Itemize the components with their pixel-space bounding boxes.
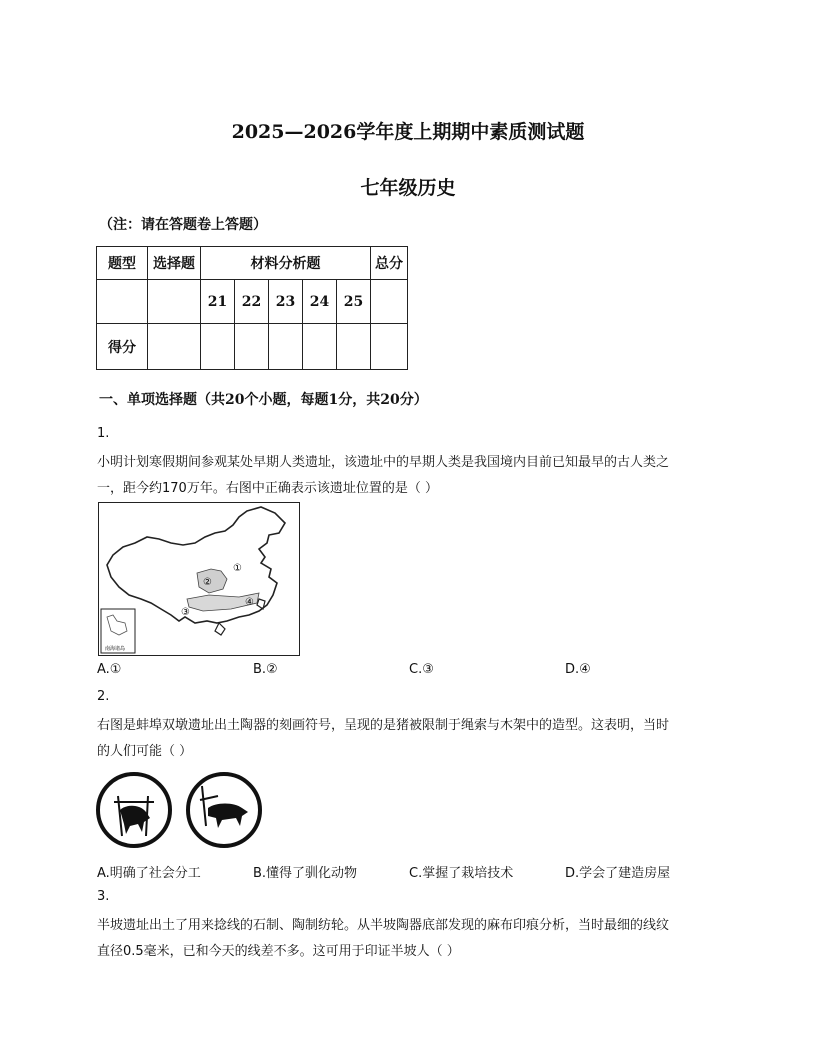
header-type: 题型 bbox=[97, 247, 148, 280]
question-number: 2. bbox=[97, 689, 110, 704]
score-cell bbox=[337, 324, 371, 370]
header-choice: 选择题 bbox=[148, 247, 201, 280]
option-b[interactable]: B.懂得了驯化动物 bbox=[253, 866, 358, 881]
option-a[interactable]: A.① bbox=[97, 662, 122, 677]
question-num-25: 25 bbox=[337, 280, 371, 324]
score-cell bbox=[371, 324, 408, 370]
row-label-score: 得分 bbox=[97, 324, 148, 370]
pottery-symbol-image bbox=[96, 766, 276, 856]
option-b[interactable]: B.② bbox=[253, 662, 278, 677]
question-number: 1. bbox=[97, 426, 110, 441]
question-text: 的人们可能（ ） bbox=[97, 744, 193, 759]
cell-empty bbox=[97, 280, 148, 324]
question-num-22: 22 bbox=[235, 280, 269, 324]
exam-note: （注：请在答题卷上答题） bbox=[99, 217, 267, 233]
question-text: 直径0.5毫米，已和今天的线差不多。这可用于印证半坡人（ ） bbox=[97, 944, 460, 959]
map-marker-1: ① bbox=[233, 563, 242, 574]
score-cell bbox=[148, 324, 201, 370]
map-marker-3: ③ bbox=[181, 607, 190, 618]
section-heading: 一、单项选择题（共20个小题，每题1分，共20分） bbox=[99, 392, 428, 408]
score-cell bbox=[303, 324, 337, 370]
option-c[interactable]: C.掌握了栽培技术 bbox=[409, 866, 514, 881]
exam-title: 2025—2026学年度上期期中素质测试题 bbox=[231, 121, 585, 143]
score-cell bbox=[201, 324, 235, 370]
question-text: 一，距今约170万年。右图中正确表示该遗址位置的是（ ） bbox=[97, 481, 438, 496]
option-d[interactable]: D.④ bbox=[565, 662, 591, 677]
option-c[interactable]: C.③ bbox=[409, 662, 434, 677]
map-marker-4: ④ bbox=[245, 597, 254, 608]
header-material: 材料分析题 bbox=[201, 247, 371, 280]
map-marker-2: ② bbox=[203, 577, 212, 588]
question-text: 右图是蚌埠双墩遗址出土陶器的刻画符号，呈现的是猪被限制于绳索与木架中的造型。这表明，当时 bbox=[97, 718, 670, 733]
question-text: 半坡遗址出土了用来捻线的石制、陶制纺轮。从半坡陶器底部发现的麻布印痕分析，当时最细的线纹 bbox=[97, 918, 670, 933]
header-total: 总分 bbox=[371, 247, 408, 280]
score-cell bbox=[269, 324, 303, 370]
cell-empty bbox=[148, 280, 201, 324]
map-inset-label: 南海诸岛 bbox=[105, 646, 126, 652]
option-a[interactable]: A.明确了社会分工 bbox=[97, 866, 201, 881]
cell-empty bbox=[371, 280, 408, 324]
exam-subtitle: 七年级历史 bbox=[360, 177, 456, 199]
china-map-image bbox=[98, 502, 300, 656]
question-number: 3. bbox=[97, 889, 110, 904]
question-num-24: 24 bbox=[303, 280, 337, 324]
option-d[interactable]: D.学会了建造房屋 bbox=[565, 866, 671, 881]
question-num-23: 23 bbox=[269, 280, 303, 324]
question-num-21: 21 bbox=[201, 280, 235, 324]
question-text: 小明计划寒假期间参观某处早期人类遗址，该遗址中的早期人类是我国境内目前已知最早的古人类之 bbox=[97, 455, 670, 470]
score-table bbox=[96, 246, 408, 370]
score-cell bbox=[235, 324, 269, 370]
